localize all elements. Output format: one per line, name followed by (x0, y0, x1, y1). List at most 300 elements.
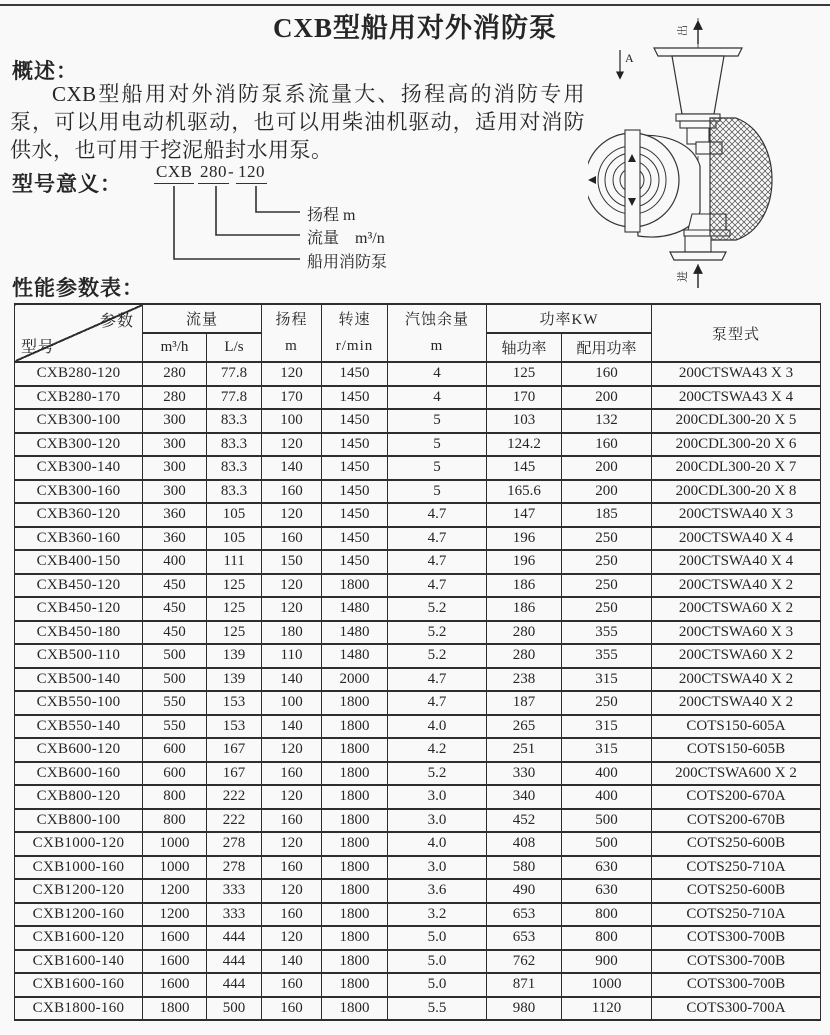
performance-table-body (15, 362, 821, 1020)
cell-flow-m3h: 280 (143, 386, 207, 410)
cell-pump-type: COTS300-700B (652, 950, 821, 974)
table-row (15, 997, 821, 1021)
cell-speed: 1450 (322, 386, 388, 410)
cell-pump-type: 200CTSWA40 X 2 (652, 574, 821, 598)
cell-npsh: 5 (388, 433, 487, 457)
cell-rated-power: 500 (562, 832, 652, 856)
cell-speed: 1450 (322, 433, 388, 457)
cell-flow-ls: 444 (207, 926, 262, 950)
cell-shaft-power: 238 (487, 668, 562, 692)
cell-model: CXB600-120 (15, 738, 143, 762)
cell-speed: 1450 (322, 503, 388, 527)
header-npsh (388, 304, 487, 362)
cell-pump-type: COTS250-710A (652, 903, 821, 927)
cell-flow-m3h: 450 (143, 597, 207, 621)
cell-head: 170 (262, 386, 322, 410)
cell-npsh: 4 (388, 386, 487, 410)
table-row (15, 809, 821, 833)
model-label-pump: 船用消防泵 (307, 254, 388, 271)
cell-npsh: 3.0 (388, 785, 487, 809)
cell-shaft-power: 125 (487, 362, 562, 386)
cell-speed: 1800 (322, 926, 388, 950)
cell-flow-ls: 105 (207, 503, 262, 527)
cell-npsh: 4.7 (388, 503, 487, 527)
cell-flow-ls: 125 (207, 621, 262, 645)
outlet-label: 出 (677, 25, 689, 36)
cell-flow-m3h: 1200 (143, 879, 207, 903)
cell-flow-m3h: 500 (143, 668, 207, 692)
cell-rated-power: 800 (562, 926, 652, 950)
cell-rated-power: 250 (562, 691, 652, 715)
cell-flow-m3h: 300 (143, 456, 207, 480)
cell-npsh: 4.7 (388, 550, 487, 574)
cell-pump-type: 200CTSWA40 X 2 (652, 668, 821, 692)
cell-model: CXB450-120 (15, 574, 143, 598)
cell-shaft-power: 196 (487, 527, 562, 551)
cell-flow-m3h: 600 (143, 762, 207, 786)
cell-pump-type: COTS150-605B (652, 738, 821, 762)
cell-speed: 1800 (322, 691, 388, 715)
table-row (15, 879, 821, 903)
cell-shaft-power: 408 (487, 832, 562, 856)
cell-shaft-power: 340 (487, 785, 562, 809)
cell-flow-ls: 125 (207, 574, 262, 598)
cell-shaft-power: 871 (487, 973, 562, 997)
cell-npsh: 5.2 (388, 621, 487, 645)
cell-shaft-power: 196 (487, 550, 562, 574)
cell-flow-ls: 83.3 (207, 456, 262, 480)
cell-pump-type: COTS200-670A (652, 785, 821, 809)
cell-speed: 1800 (322, 715, 388, 739)
table-row (15, 503, 821, 527)
cell-flow-m3h: 450 (143, 574, 207, 598)
pump-drawing-svg (588, 6, 828, 290)
cell-head: 120 (262, 926, 322, 950)
cell-model: CXB360-120 (15, 503, 143, 527)
cell-pump-type: 200CTSWA43 X 3 (652, 362, 821, 386)
cell-npsh: 3.6 (388, 879, 487, 903)
cell-flow-m3h: 1600 (143, 973, 207, 997)
model-code-dash: - (228, 162, 235, 181)
table-row (15, 950, 821, 974)
table-row (15, 386, 821, 410)
cell-npsh: 3.0 (388, 856, 487, 880)
cell-pump-type: 200CDL300-20 X 6 (652, 433, 821, 457)
cell-model: CXB450-180 (15, 621, 143, 645)
cell-speed: 1800 (322, 832, 388, 856)
cell-shaft-power: 653 (487, 926, 562, 950)
header-speed-unit: r/min (335, 338, 374, 354)
cell-model: CXB1800-160 (15, 997, 143, 1021)
table-row (15, 973, 821, 997)
performance-table-heading: 性能参数表： (12, 276, 144, 300)
cell-pump-type: 200CTSWA40 X 4 (652, 550, 821, 574)
cell-shaft-power: 280 (487, 644, 562, 668)
cell-flow-ls: 105 (207, 527, 262, 551)
cell-flow-m3h: 360 (143, 503, 207, 527)
cell-npsh: 5.2 (388, 597, 487, 621)
cell-pump-type: 200CTSWA40 X 2 (652, 691, 821, 715)
suction-flange (670, 252, 726, 260)
cell-head: 140 (262, 950, 322, 974)
cell-shaft-power: 186 (487, 597, 562, 621)
cell-shaft-power: 165.6 (487, 480, 562, 504)
drive-dome-hatched (710, 118, 772, 240)
cell-flow-ls: 333 (207, 903, 262, 927)
cell-npsh: 4.7 (388, 527, 487, 551)
header-row-1 (15, 304, 821, 333)
cell-npsh: 4.0 (388, 715, 487, 739)
cell-model: CXB1200-160 (15, 903, 143, 927)
cell-flow-ls: 77.8 (207, 386, 262, 410)
cell-rated-power: 132 (562, 409, 652, 433)
cell-speed: 1450 (322, 527, 388, 551)
table-row (15, 856, 821, 880)
cell-speed: 1800 (322, 574, 388, 598)
cell-model: CXB450-120 (15, 597, 143, 621)
header-corner-cell (15, 304, 143, 362)
cell-speed: 1450 (322, 362, 388, 386)
cell-rated-power: 1120 (562, 997, 652, 1021)
cell-flow-m3h: 1000 (143, 856, 207, 880)
cell-rated-power: 160 (562, 362, 652, 386)
cell-npsh: 5 (388, 409, 487, 433)
cell-head: 100 (262, 691, 322, 715)
cell-flow-m3h: 400 (143, 550, 207, 574)
cell-model: CXB600-160 (15, 762, 143, 786)
cell-model: CXB1600-160 (15, 973, 143, 997)
model-label-flow: 流量 m³/n (307, 230, 385, 247)
cell-head: 140 (262, 715, 322, 739)
cell-rated-power: 200 (562, 386, 652, 410)
cell-flow-ls: 333 (207, 879, 262, 903)
cell-shaft-power: 580 (487, 856, 562, 880)
header-corner-model: 型号 (21, 339, 56, 356)
header-pump-type: 泵型式 (652, 304, 821, 362)
header-head-label: 扬程 (275, 312, 308, 328)
cell-head: 160 (262, 809, 322, 833)
cell-head: 150 (262, 550, 322, 574)
cell-shaft-power: 124.2 (487, 433, 562, 457)
table-row (15, 480, 821, 504)
cell-pump-type: COTS250-600B (652, 879, 821, 903)
model-code-prefix: CXB (154, 162, 194, 184)
cell-npsh: 5.2 (388, 644, 487, 668)
cell-rated-power: 400 (562, 762, 652, 786)
cell-pump-type: 200CTSWA60 X 3 (652, 621, 821, 645)
cell-speed: 1450 (322, 456, 388, 480)
cell-pump-type: COTS300-700A (652, 997, 821, 1021)
cell-rated-power: 200 (562, 456, 652, 480)
cell-rated-power: 250 (562, 527, 652, 551)
cell-flow-ls: 500 (207, 997, 262, 1021)
cell-model: CXB800-120 (15, 785, 143, 809)
cell-model: CXB280-120 (15, 362, 143, 386)
table-row (15, 668, 821, 692)
cell-flow-ls: 153 (207, 691, 262, 715)
table-row (15, 644, 821, 668)
cell-shaft-power: 265 (487, 715, 562, 739)
cell-shaft-power: 187 (487, 691, 562, 715)
cell-speed: 1450 (322, 409, 388, 433)
front-flange-strip (625, 130, 640, 232)
cell-model: CXB300-160 (15, 480, 143, 504)
table-row (15, 574, 821, 598)
cell-rated-power: 630 (562, 879, 652, 903)
cell-rated-power: 250 (562, 550, 652, 574)
cell-speed: 1800 (322, 785, 388, 809)
model-code-head: 120 (236, 162, 267, 184)
cell-speed: 1480 (322, 597, 388, 621)
cell-rated-power: 185 (562, 503, 652, 527)
cell-npsh: 3.0 (388, 809, 487, 833)
cell-flow-m3h: 1000 (143, 832, 207, 856)
table-row (15, 362, 821, 386)
cell-shaft-power: 103 (487, 409, 562, 433)
cell-head: 120 (262, 832, 322, 856)
cell-head: 160 (262, 856, 322, 880)
cell-npsh: 4.7 (388, 574, 487, 598)
cell-npsh: 5 (388, 480, 487, 504)
cell-flow-m3h: 300 (143, 409, 207, 433)
cell-flow-m3h: 280 (143, 362, 207, 386)
cell-speed: 1480 (322, 621, 388, 645)
table-row (15, 550, 821, 574)
cell-head: 120 (262, 738, 322, 762)
cell-flow-ls: 167 (207, 738, 262, 762)
cell-npsh: 4.7 (388, 668, 487, 692)
performance-table-head (15, 304, 821, 362)
cell-speed: 1800 (322, 738, 388, 762)
cell-pump-type: 200CTSWA60 X 2 (652, 597, 821, 621)
cell-rated-power: 160 (562, 433, 652, 457)
cell-pump-type: 200CDL300-20 X 7 (652, 456, 821, 480)
cell-pump-type: COTS150-605A (652, 715, 821, 739)
cell-flow-ls: 83.3 (207, 409, 262, 433)
cell-pump-type: COTS300-700B (652, 926, 821, 950)
cell-shaft-power: 452 (487, 809, 562, 833)
discharge-flange-top (654, 48, 742, 56)
cell-head: 160 (262, 762, 322, 786)
cell-head: 140 (262, 456, 322, 480)
cell-npsh: 5.0 (388, 950, 487, 974)
cell-model: CXB360-160 (15, 527, 143, 551)
cell-head: 110 (262, 644, 322, 668)
cell-head: 120 (262, 785, 322, 809)
cell-shaft-power: 980 (487, 997, 562, 1021)
cell-model: CXB800-100 (15, 809, 143, 833)
cell-speed: 1800 (322, 950, 388, 974)
cell-pump-type: COTS300-700B (652, 973, 821, 997)
cell-pump-type: 200CTSWA40 X 4 (652, 527, 821, 551)
pump-drawing (588, 6, 828, 290)
cell-flow-m3h: 300 (143, 433, 207, 457)
cell-speed: 1800 (322, 973, 388, 997)
cell-head: 160 (262, 997, 322, 1021)
cell-shaft-power: 145 (487, 456, 562, 480)
cell-model: CXB1600-120 (15, 926, 143, 950)
cell-flow-ls: 444 (207, 950, 262, 974)
cell-head: 140 (262, 668, 322, 692)
cell-pump-type: 200CTSWA60 X 2 (652, 644, 821, 668)
performance-table (14, 303, 821, 1021)
cell-rated-power: 630 (562, 856, 652, 880)
header-power: 功率KW (487, 304, 652, 333)
cell-speed: 1800 (322, 903, 388, 927)
cell-head: 120 (262, 574, 322, 598)
cell-npsh: 4 (388, 362, 487, 386)
cell-model: CXB300-120 (15, 433, 143, 457)
cell-speed: 2000 (322, 668, 388, 692)
cell-flow-ls: 139 (207, 668, 262, 692)
cell-npsh: 5.5 (388, 997, 487, 1021)
cell-rated-power: 400 (562, 785, 652, 809)
cell-flow-ls: 111 (207, 550, 262, 574)
cell-flow-m3h: 1600 (143, 926, 207, 950)
cell-flow-ls: 278 (207, 832, 262, 856)
cell-flow-m3h: 600 (143, 738, 207, 762)
cell-speed: 1800 (322, 997, 388, 1021)
cell-flow-ls: 444 (207, 973, 262, 997)
header-speed (322, 304, 388, 362)
cell-npsh: 5.2 (388, 762, 487, 786)
cell-head: 120 (262, 503, 322, 527)
cell-model: CXB300-100 (15, 409, 143, 433)
cell-shaft-power: 653 (487, 903, 562, 927)
cell-shaft-power: 330 (487, 762, 562, 786)
cell-shaft-power: 186 (487, 574, 562, 598)
cell-flow-ls: 77.8 (207, 362, 262, 386)
header-power-shaft: 轴功率 (487, 333, 562, 362)
cell-head: 160 (262, 973, 322, 997)
table-row (15, 621, 821, 645)
header-speed-label: 转速 (338, 312, 371, 328)
cell-speed: 1800 (322, 762, 388, 786)
cell-flow-ls: 139 (207, 644, 262, 668)
header-corner-parameter: 参数 (99, 313, 134, 330)
cell-model: CXB500-140 (15, 668, 143, 692)
cell-speed: 1800 (322, 856, 388, 880)
page-title: CXB型船用对外消防泵 (272, 13, 557, 43)
cell-pump-type: COTS200-670B (652, 809, 821, 833)
cell-pump-type: 200CDL300-20 X 8 (652, 480, 821, 504)
suction-pipe (685, 236, 711, 252)
header-flow-m3h: m³/h (143, 333, 207, 362)
cell-rated-power: 800 (562, 903, 652, 927)
cell-model: CXB550-100 (15, 691, 143, 715)
table-row (15, 785, 821, 809)
cell-model: CXB400-150 (15, 550, 143, 574)
inlet-label: 进 (677, 271, 689, 282)
discharge-cone (672, 56, 724, 114)
cell-model: CXB550-140 (15, 715, 143, 739)
cell-flow-m3h: 800 (143, 785, 207, 809)
table-row (15, 527, 821, 551)
cell-head: 100 (262, 409, 322, 433)
cell-flow-m3h: 1800 (143, 997, 207, 1021)
header-npsh-label: 汽蚀余量 (405, 312, 470, 328)
table-row (15, 409, 821, 433)
header-npsh-unit: m (430, 338, 444, 354)
cell-rated-power: 315 (562, 738, 652, 762)
cell-head: 120 (262, 597, 322, 621)
model-code-diagram (140, 160, 480, 272)
cell-flow-ls: 83.3 (207, 433, 262, 457)
cell-rated-power: 1000 (562, 973, 652, 997)
cell-rated-power: 250 (562, 574, 652, 598)
cell-flow-m3h: 360 (143, 527, 207, 551)
cell-flow-m3h: 450 (143, 621, 207, 645)
header-flow-ls: L/s (207, 333, 262, 362)
cell-rated-power: 250 (562, 597, 652, 621)
cell-npsh: 3.2 (388, 903, 487, 927)
table-row (15, 691, 821, 715)
cell-flow-ls: 222 (207, 785, 262, 809)
cell-npsh: 5.0 (388, 973, 487, 997)
cell-rated-power: 200 (562, 480, 652, 504)
cell-pump-type: 200CTSWA43 X 4 (652, 386, 821, 410)
cell-model: CXB1000-160 (15, 856, 143, 880)
cell-pump-type: 200CTSWA40 X 3 (652, 503, 821, 527)
cell-flow-m3h: 1600 (143, 950, 207, 974)
section-label: A (625, 51, 634, 65)
table-row (15, 433, 821, 457)
table-row (15, 926, 821, 950)
model-code-flow: 280 (198, 162, 229, 184)
cell-shaft-power: 251 (487, 738, 562, 762)
cell-model: CXB1200-120 (15, 879, 143, 903)
cell-rated-power: 900 (562, 950, 652, 974)
cell-npsh: 5 (388, 456, 487, 480)
cell-head: 180 (262, 621, 322, 645)
header-head (262, 304, 322, 362)
cell-model: CXB500-110 (15, 644, 143, 668)
table-row (15, 715, 821, 739)
cell-flow-m3h: 500 (143, 644, 207, 668)
cell-model: CXB280-170 (15, 386, 143, 410)
cell-speed: 1480 (322, 644, 388, 668)
cell-head: 120 (262, 362, 322, 386)
header-head-unit: m (285, 338, 298, 354)
cell-flow-m3h: 800 (143, 809, 207, 833)
cell-model: CXB1600-140 (15, 950, 143, 974)
cell-head: 160 (262, 903, 322, 927)
cell-flow-ls: 278 (207, 856, 262, 880)
cell-flow-ls: 222 (207, 809, 262, 833)
cell-speed: 1800 (322, 879, 388, 903)
cell-flow-m3h: 300 (143, 480, 207, 504)
cell-rated-power: 500 (562, 809, 652, 833)
table-row (15, 456, 821, 480)
cell-shaft-power: 170 (487, 386, 562, 410)
cell-npsh: 4.7 (388, 691, 487, 715)
cell-flow-ls: 83.3 (207, 480, 262, 504)
cell-pump-type: 200CTSWA600 X 2 (652, 762, 821, 786)
cell-head: 120 (262, 879, 322, 903)
model-label-head: 扬程 m (307, 207, 356, 224)
cell-npsh: 4.0 (388, 832, 487, 856)
cell-flow-ls: 125 (207, 597, 262, 621)
cell-flow-m3h: 1200 (143, 903, 207, 927)
cell-npsh: 5.0 (388, 926, 487, 950)
header-flow: 流量 (143, 304, 262, 333)
cell-rated-power: 315 (562, 668, 652, 692)
cell-npsh: 4.2 (388, 738, 487, 762)
cell-speed: 1450 (322, 550, 388, 574)
cell-model: CXB300-140 (15, 456, 143, 480)
cell-head: 120 (262, 433, 322, 457)
cell-shaft-power: 762 (487, 950, 562, 974)
